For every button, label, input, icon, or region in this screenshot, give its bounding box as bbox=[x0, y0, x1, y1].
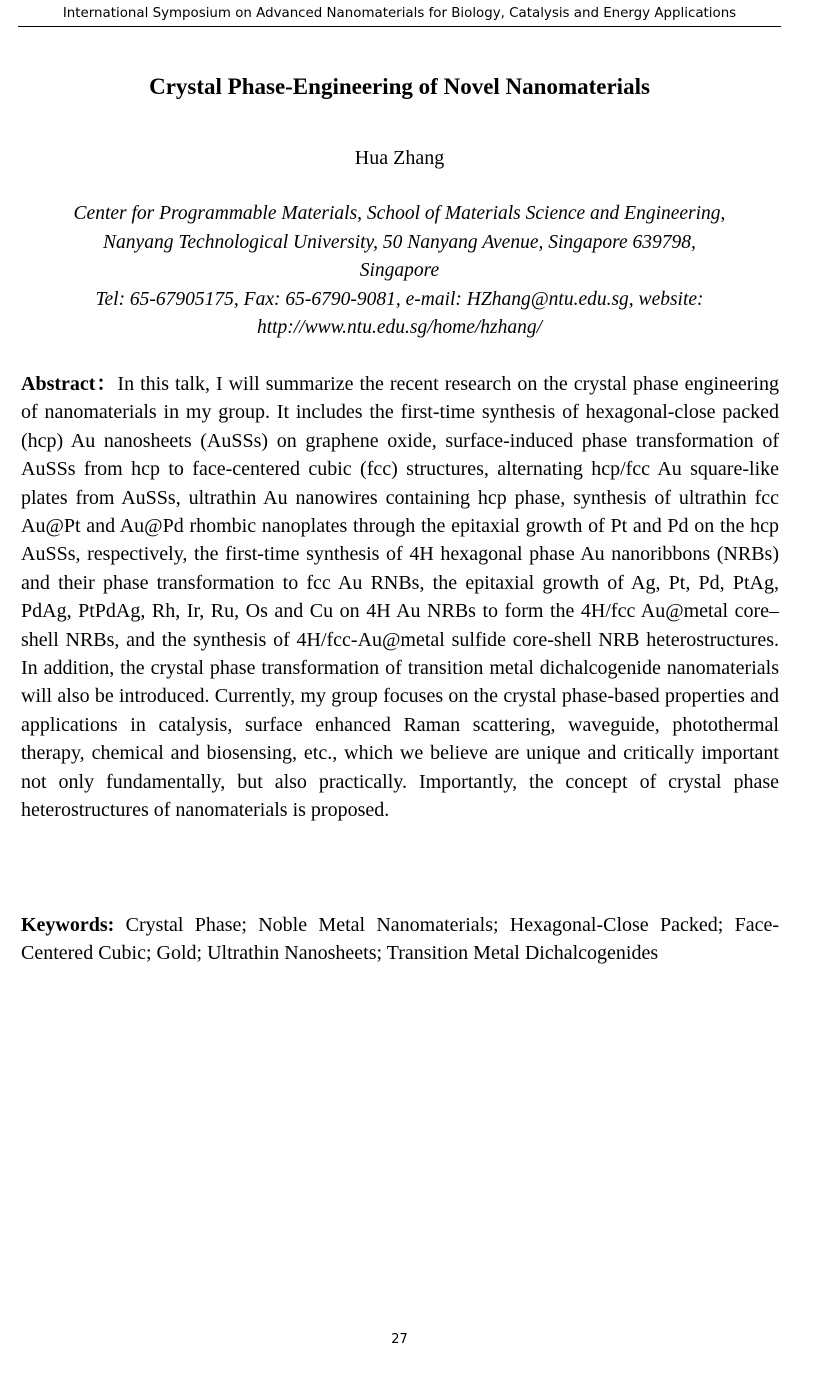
contact-line: Tel: 65-67905175, Fax: 65-6790-9081, e-mail: HZhang@ntu.edu.sg, website: bbox=[95, 288, 704, 310]
abstract-paragraph bbox=[21, 370, 779, 825]
affiliation-line: Singapore bbox=[359, 260, 440, 281]
page-number: 27 bbox=[391, 1332, 408, 1347]
website-line: http://www.ntu.edu.sg/home/hzhang/ bbox=[256, 317, 543, 338]
affiliation-block bbox=[22, 200, 777, 343]
keywords-paragraph bbox=[21, 911, 779, 968]
abstract-text: In this talk, I will summarize the recent research on the crystal phase engineering of nanomaterials in my group. It includes the first-time synthesis of hexagonal-close packed (hcp) Au nanosheets (AuSSs) on graphene oxide, surface-induced phase transformation of AuSSs from hcp to face-centered cubic (fcc) structures, alternating hcp/fcc Au square-like plates from AuSSs, ultrathin Au nanowires containing hcp phase, synthesis of ultrathin fcc Au@Pt and Au@Pd rhombic nanoplates through the epitaxial growth of Pt and Pd on the hcp AuSSs, respectively, the first-time synthesis of 4H hexagonal phase Au nanoribbons (NRBs) and their phase transformation to fcc Au RNBs, the epitaxial growth of Ag, Pt, Pd, PtAg, PdAg, PtPdAg, Rh, Ir, Ru, Os and Cu on 4H Au NRBs to form the 4H/fcc Au@metal core–shell NRBs, and the synthesis of 4H/fcc-Au@metal sulfide core-shell NRB heterostructures. In addition, the crystal phase transformation of transition metal dichalcogenide nanomaterials will also be introduced. Currently, my group focuses on the crystal phase-based properties and applications in catalysis, surface enhanced Raman scattering, waveguide, photothermal therapy, chemical and biosensing, etc., which we believe are unique and critically important not only fundamentally, but also practically. Importantly, the concept of crystal phase heterostructures of nanomaterials is proposed. bbox=[21, 373, 779, 822]
paper-title: Crystal Phase-Engineering of Novel Nanomaterials bbox=[149, 74, 650, 99]
affiliation-line: Center for Programmable Materials, School of Materials Science and Engineering, bbox=[73, 203, 726, 224]
keywords-text: Crystal Phase; Noble Metal Nanomaterials; Hexagonal-Close Packed; Face-Centered Cubic; Gold; Ultrathin Nanosheets; Transition Metal Dichalcogenides bbox=[21, 914, 779, 965]
keywords-label: Keywords: bbox=[21, 914, 115, 936]
affiliation-line: Nanyang Technological University, 50 Nanyang Avenue, Singapore 639798, bbox=[103, 231, 696, 253]
running-header: International Symposium on Advanced Nanomaterials for Biology, Catalysis and Energy Applications bbox=[18, 4, 781, 27]
abstract-label: Abstract： bbox=[21, 373, 118, 395]
author-name: Hua Zhang bbox=[354, 147, 445, 169]
